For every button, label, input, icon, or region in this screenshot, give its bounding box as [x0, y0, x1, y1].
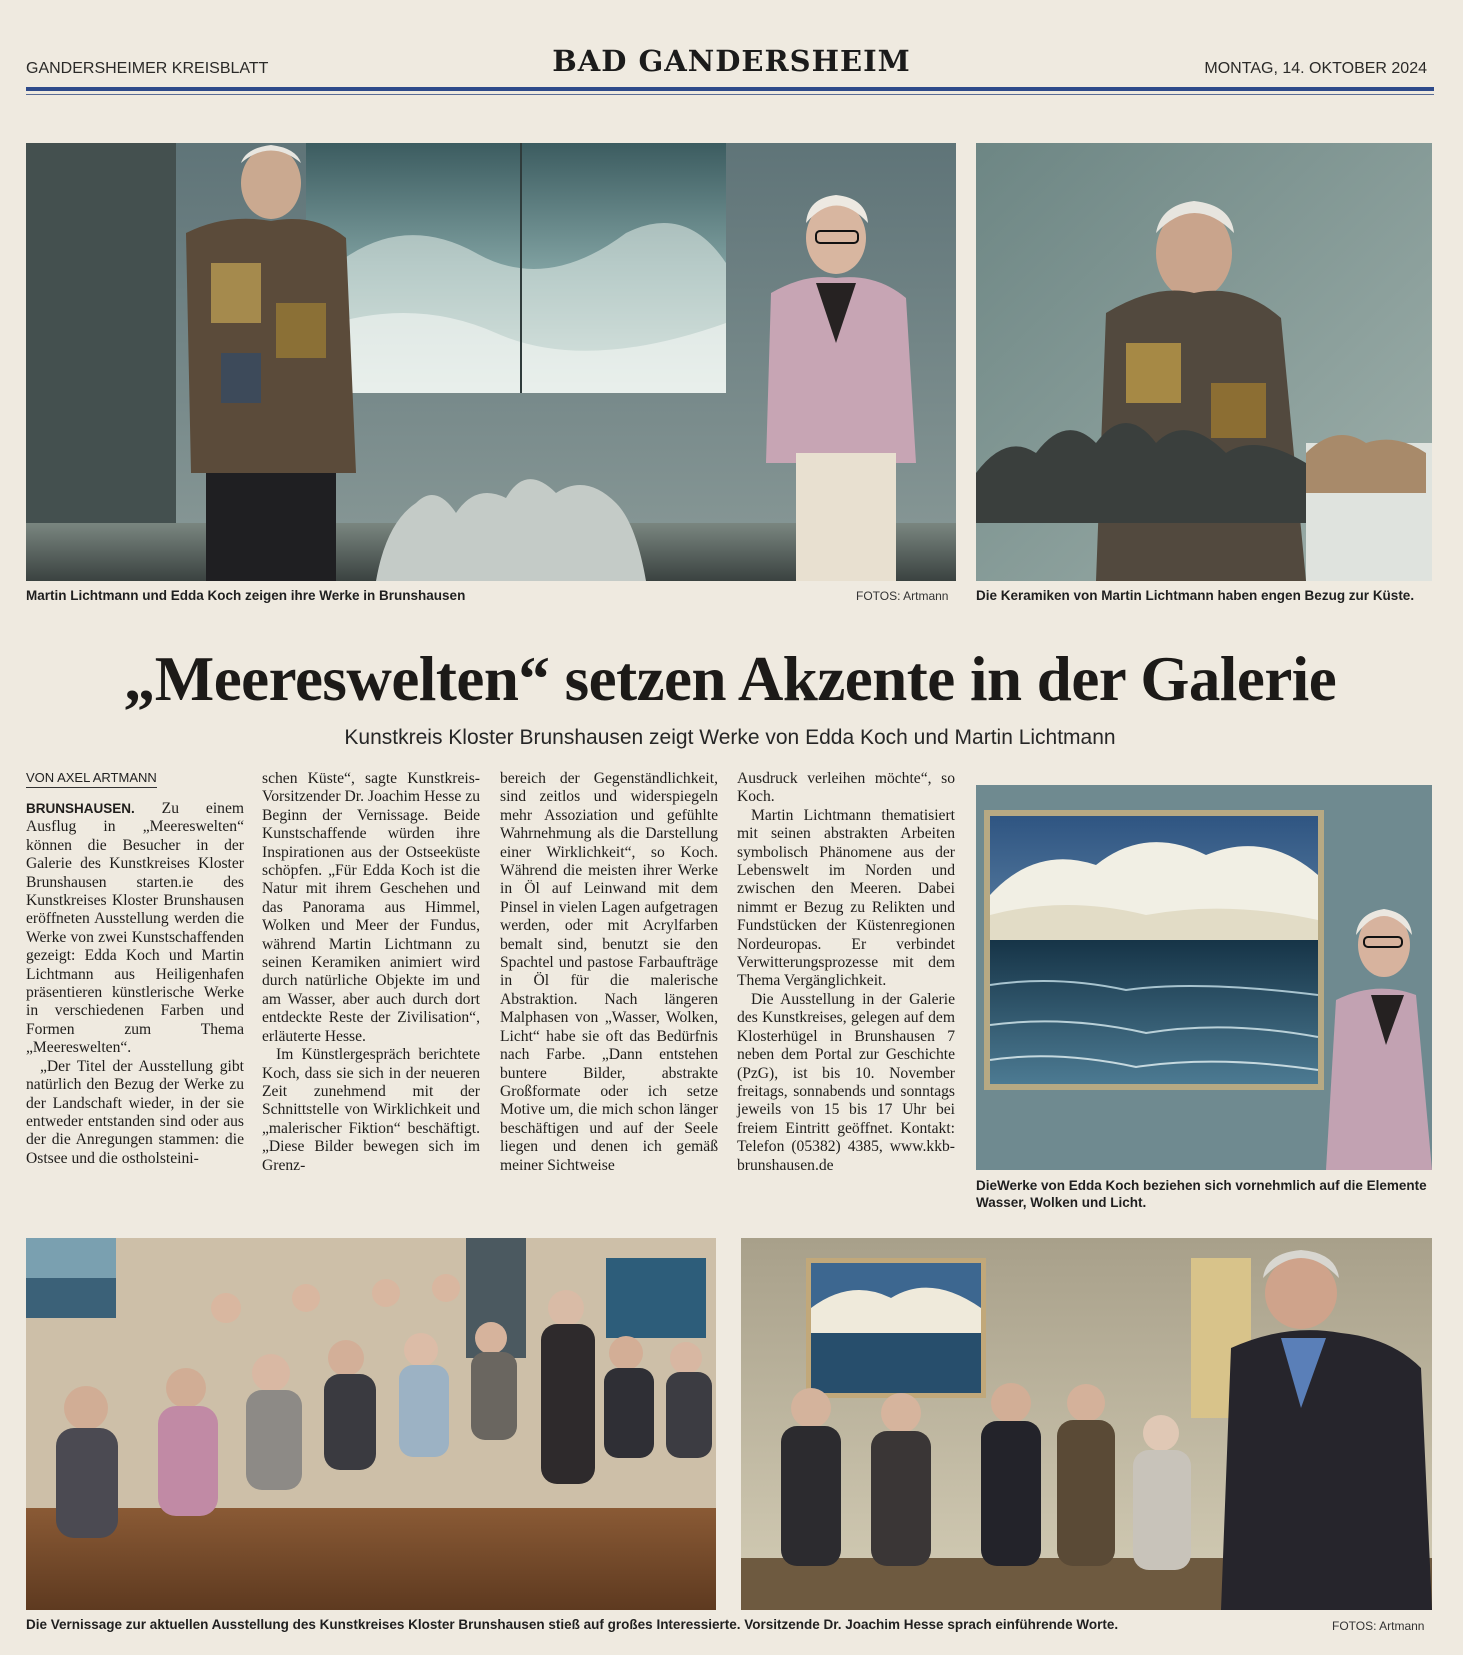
photo-koch-sea-painting — [976, 785, 1432, 1170]
article-column-2 — [262, 770, 480, 1175]
column-4-paragraph-2: Martin Lichtmann thematisiert mit seinen abstrakten Arbeiten symbolisch Phänomene aus der Lebenswelt im Norden und zwischen den Meeren. Dabei nimmt er Bezug zu Relikten und Fundstücken der Küstenregionen Nordeuropas. Er verbindet Verwitterungsprozesse mit dem Thema Vergänglichkeit. — [737, 806, 955, 990]
issue-date: MONTAG, 14. OKTOBER 2024 — [1204, 60, 1427, 77]
column-1-paragraph-2: „Der Titel der Ausstellung gibt natürlich den Bezug der Werke zu der Landschaft wieder, in der sie entweder entstanden sind oder aus der die Anregungen stammen: die Ostsee und die ostholsteini- — [26, 1057, 244, 1167]
column-2-paragraph-2: Im Künstlergespräch berichtete Koch, dass sie sich in der neueren Zeit zunehmend mit der Schnittstelle von Wirklichkeit und „malerischer Fiktion“ beschäftigt. „Diese Bilder bewegen sich im Grenz- — [262, 1046, 480, 1174]
article-subhead: Kunstkreis Kloster Brunshausen zeigt Werke von Edda Koch und Martin Lichtmann — [344, 726, 1116, 749]
newspaper-name: GANDERSHEIMER KREISBLATT — [26, 60, 269, 77]
section-title: BAD GANDERSHEIM — [552, 44, 911, 78]
column-3-paragraph-1: bereich der Gegenständlichkeit, sind zeitlos und widerspiegeln mehr Assoziation und gefühlte Wahrnehmung als die Darstellung einer Wirklichkeit“, so Koch. Während die meisten ihrer Werke in Öl auf Leinwand mit dem Pinsel in vielen Lagen aufgetragen werden, oder mit Acrylfarben bemalt sind, benutzt sie den Spachtel und pastose Farbaufträge in Öl für die malerische Abstraktion. Nach längeren Malphasen von „Wasser, Wolken, Licht“ habe sie oft das Bedürfnis nach Farbe. „Dann entstehen buntere Bilder, abstrakte Großformate oder ich setze Motive um, die mich schon länger beschäftigen und auf der Seele liegen und denen ich gemäß meiner Sichtweise — [500, 770, 718, 1174]
column-4-paragraph-3: Die Ausstellung in der Galerie des Kunstkreises, gelegen auf dem Klosterhügel in Brunshausen 7 neben dem Portal zur Geschichte (PzG), ist bis 10. November freitags, sonnabends und sonntags jeweils von 15 bis 17 Uhr bei freiem Eintritt geöffnet. Kontakt: Telefon (05382) 4385, www.kkb-brunshausen.de — [737, 990, 955, 1174]
dateline: BRUNSHAUSEN. — [26, 801, 135, 816]
masthead-rule-thin — [26, 94, 1434, 95]
caption-artists: Martin Lichtmann und Edda Koch zeigen ihre Werke in Brunshausen — [26, 588, 466, 603]
caption-koch: DieWerke von Edda Koch beziehen sich vornehmlich auf die Elemente Wasser, Wolken und Licht. — [976, 1178, 1427, 1210]
article-column-4 — [737, 770, 955, 1175]
column-4-paragraph-1: Ausdruck verleihen möchte“, so Koch. — [737, 770, 955, 806]
photo-artists-gallery — [26, 143, 956, 581]
article-headline: „Meereswelten“ setzen Akzente in der Galerie — [123, 644, 1337, 714]
article-column-1 — [26, 800, 244, 1168]
column-1-paragraph-1: Zu einem Ausflug in „Meereswelten“ können die Besucher in der Galerie des Kunstkreises Kloster Brunshausen starten.ie des Kunstkreises Kloster Brunshausen eröffneten Ausstellung werden die Werke von zwei Kunstschaffenden gezeigt: Edda Koch und Martin Lichtmann aus Heiligenhafen präsentieren künstlerische Werke in verschiedenen Farben und Formen zum Thema „Meereswelten“. — [26, 800, 244, 1057]
column-2-paragraph-1: schen Küste“, sagte Kunstkreis-Vorsitzender Dr. Joachim Hesse zu Beginn der Vernissage. Beide Kunstschaffende würden ihre Inspirationen aus der Ostseeküste schöpfen. „Für Edda Koch ist die Natur mit ihrem Geschehen und das Panorama aus Himmel, Wolken und Meer der Fundus, während Martin Lichtmann zu seinen Keramiken animiert wird durch natürliche Objekte im und am Wasser, aber auch durch dort entdeckte Reste der Zivilisation“, erläuterte Hesse. — [262, 770, 480, 1045]
photo-credit-top: FOTOS: Artmann — [856, 589, 949, 603]
caption-ceramics: Die Keramiken von Martin Lichtmann haben engen Bezug zur Küste. — [976, 588, 1415, 603]
caption-vernissage: Die Vernissage zur aktuellen Ausstellung des Kunstkreises Kloster Brunshausen stieß auf großes Interessierte. Vorsitzende Dr. Joachim Hesse sprach einführende Worte. — [26, 1617, 1119, 1632]
article-column-3 — [500, 770, 718, 1175]
photo-speaker-hesse — [741, 1238, 1432, 1610]
byline: VON AXEL ARTMANN — [26, 770, 157, 788]
photo-vernissage-audience — [26, 1238, 716, 1610]
masthead-rule — [26, 87, 1434, 91]
photo-lichtmann-ceramics — [976, 143, 1432, 581]
photo-credit-bottom: FOTOS: Artmann — [1332, 1619, 1425, 1633]
